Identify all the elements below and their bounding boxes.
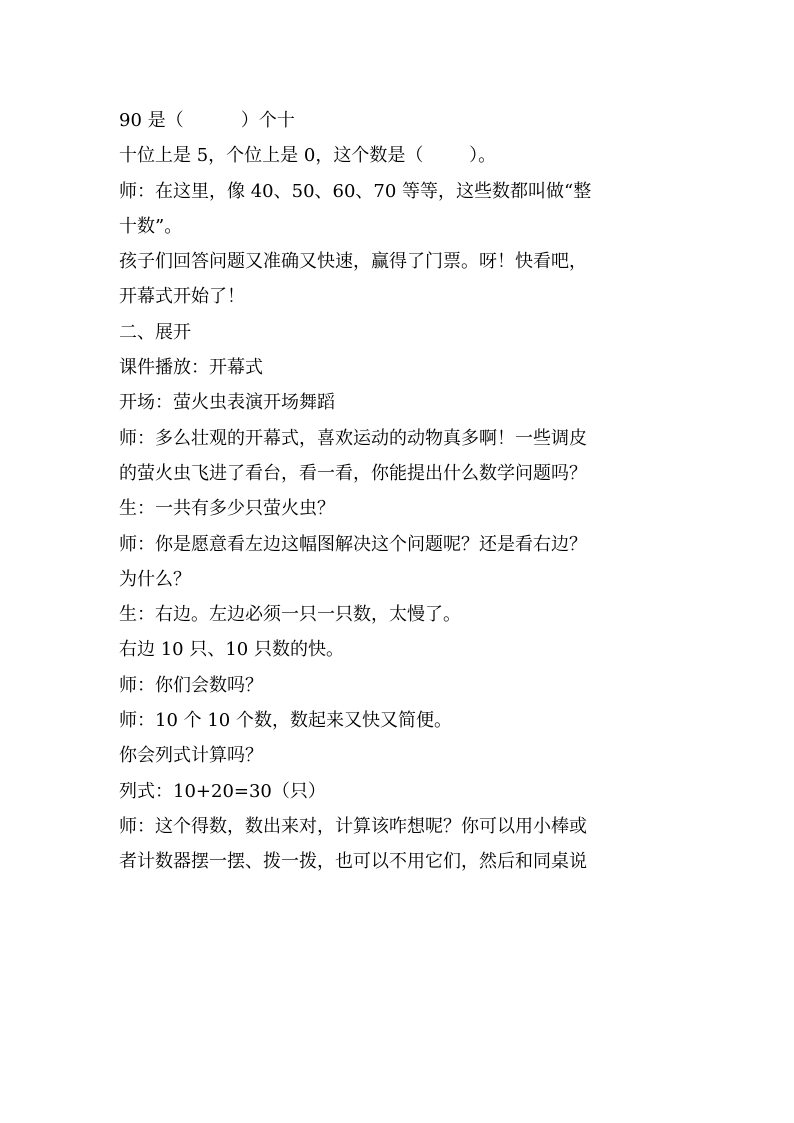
text-line: 师：在这里，像 40、50、60、70 等等，这些数都叫做“整 (119, 180, 592, 202)
text-line: 为什么？ (119, 568, 191, 590)
text-line: 列式：10+20=30（只） (119, 780, 326, 802)
text-line: 十位上是 5，个位上是 0，这个数是（ ）。 (119, 145, 497, 167)
text-line: 孩子们回答问题又准确又快速，赢得了门票。呀！快看吧， (119, 251, 587, 273)
text-line: 师：你是愿意看左边这幅图解决这个问题呢？还是看右边？ (119, 533, 587, 555)
text-line: 90 是（ ）个十 (119, 110, 295, 131)
section-heading: 二、展开 (119, 321, 191, 343)
document-body (119, 103, 679, 880)
text-line: 开场：萤火虫表演开场舞蹈 (119, 392, 335, 414)
text-line: 课件播放：开幕式 (119, 357, 263, 379)
text-line: 右边 10 只、10 只数的快。 (119, 639, 344, 661)
text-line: 者计数器摆一摆、拨一拨，也可以不用它们，然后和同桌说 (119, 851, 587, 873)
text-line: 生：一共有多少只萤火虫？ (119, 498, 335, 520)
text-line: 生：右边。左边必须一只一只数，太慢了。 (119, 604, 461, 626)
text-line: 你会列式计算吗？ (119, 745, 263, 767)
text-line: 师：你们会数吗？ (119, 674, 263, 696)
text-line: 师：10 个 10 个数，数起来又快又简便。 (119, 710, 452, 732)
text-line: 的萤火虫飞进了看台，看一看，你能提出什么数学问题吗？ (119, 462, 587, 484)
text-line: 开幕式开始了！ (119, 286, 245, 308)
text-line: 师：多么壮观的开幕式，喜欢运动的动物真多啊！一些调皮 (119, 427, 587, 449)
text-line: 十数”。 (119, 215, 183, 237)
text-line: 师：这个得数，数出来对，计算该咋想呢？你可以用小棒或 (119, 815, 587, 837)
